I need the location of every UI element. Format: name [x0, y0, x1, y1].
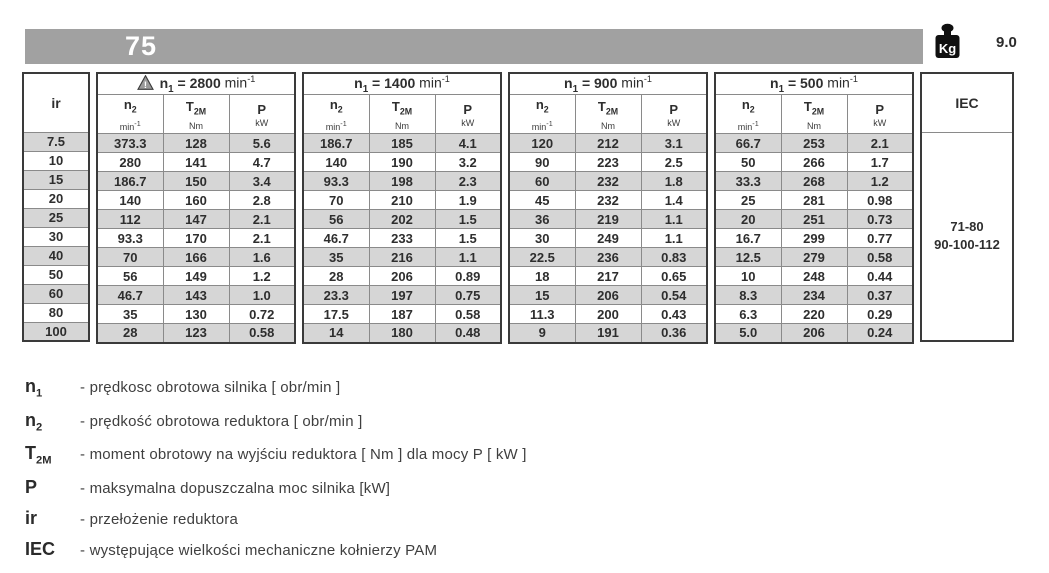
value-cell: 0.44: [847, 267, 913, 286]
value-cell: 232: [575, 191, 641, 210]
legend-symbol: IEC: [25, 538, 56, 559]
value-cell: 140: [303, 153, 369, 172]
ir-value: 20: [23, 189, 89, 208]
speed-group-table-2800: [96, 72, 296, 344]
value-cell: 143: [163, 286, 229, 305]
value-cell: 0.48: [435, 324, 501, 343]
value-cell: 223: [575, 153, 641, 172]
value-cell: 1.4: [641, 191, 707, 210]
value-cell: 2.5: [641, 153, 707, 172]
value-cell: 18: [509, 267, 575, 286]
value-cell: 170: [163, 229, 229, 248]
value-cell: 210: [369, 191, 435, 210]
value-cell: 0.77: [847, 229, 913, 248]
spec-table: [22, 72, 1014, 344]
column-header: $T_{2M}$ Nm: [369, 95, 435, 134]
value-cell: 66.7: [715, 134, 781, 153]
value-cell: 249: [575, 229, 641, 248]
kg-weight-icon: [933, 23, 962, 62]
value-cell: 2.3: [435, 172, 501, 191]
value-cell: 93.3: [97, 229, 163, 248]
weight-indicator: [933, 23, 1017, 62]
value-cell: 299: [781, 229, 847, 248]
value-cell: 373.3: [97, 134, 163, 153]
ir-value: 40: [23, 246, 89, 265]
value-cell: 233: [369, 229, 435, 248]
table-row: [303, 305, 501, 324]
table-row: [303, 267, 501, 286]
table-row: [715, 172, 913, 191]
table-row: [97, 305, 295, 324]
value-cell: 22.5: [509, 248, 575, 267]
column-header: P kW: [847, 95, 913, 134]
table-row: [97, 286, 295, 305]
ir-value: 50: [23, 265, 89, 284]
value-cell: 206: [781, 324, 847, 343]
value-cell: 0.65: [641, 267, 707, 286]
table-row: [715, 210, 913, 229]
ir-value: 80: [23, 303, 89, 322]
legend-symbol: $n_2$: [25, 409, 43, 434]
legend-text: - maksymalna dopuszczalna moc silnika [kW]: [80, 479, 391, 497]
value-cell: 216: [369, 248, 435, 267]
value-cell: 1.0: [229, 286, 295, 305]
table-row: [715, 191, 913, 210]
table-row: [23, 265, 89, 284]
table-row: [23, 303, 89, 322]
group-header: $n_1 = 900$ $\min^{-1}$: [509, 73, 707, 95]
value-cell: 0.75: [435, 286, 501, 305]
value-cell: 5.0: [715, 324, 781, 343]
legend-text: - prędkość obrotowa reduktora [ obr/min ]: [80, 412, 363, 430]
value-cell: 60: [509, 172, 575, 191]
legend-symbol: $n_1$: [25, 376, 43, 400]
value-cell: 268: [781, 172, 847, 191]
value-cell: 28: [97, 324, 163, 343]
table-row: [715, 153, 913, 172]
value-cell: 1.6: [229, 248, 295, 267]
value-cell: 1.1: [435, 248, 501, 267]
column-header: $T_{2M}$ Nm: [781, 95, 847, 134]
table-row: [303, 153, 501, 172]
value-cell: 191: [575, 324, 641, 343]
value-cell: 206: [369, 267, 435, 286]
legend-row: [25, 410, 527, 434]
value-cell: 0.24: [847, 324, 913, 343]
value-cell: 206: [575, 286, 641, 305]
ir-value: 7.5: [23, 132, 89, 151]
legend-row: [25, 376, 527, 400]
column-header: $T_{2M}$ Nm: [575, 95, 641, 134]
value-cell: 279: [781, 248, 847, 267]
value-cell: 0.72: [229, 305, 295, 324]
value-cell: 200: [575, 305, 641, 324]
value-cell: 0.98: [847, 191, 913, 210]
value-cell: 0.83: [641, 248, 707, 267]
legend-symbol: P: [25, 476, 38, 497]
table-row: [97, 324, 295, 343]
value-cell: 33.3: [715, 172, 781, 191]
group-header: ! $n_1 = 2800$ $\min^{-1}$: [97, 73, 295, 95]
legend-row: [25, 508, 527, 529]
table-row: [303, 229, 501, 248]
table-row: [23, 170, 89, 189]
table-row: [509, 324, 707, 343]
value-cell: 56: [97, 267, 163, 286]
column-header: P kW: [229, 95, 295, 134]
group-header: $n_1 = 1400$ $\min^{-1}$: [303, 73, 501, 95]
table-row: [715, 305, 913, 324]
value-cell: 0.37: [847, 286, 913, 305]
value-cell: 16.7: [715, 229, 781, 248]
value-cell: 3.2: [435, 153, 501, 172]
value-cell: 186.7: [97, 172, 163, 191]
table-row: [97, 172, 295, 191]
value-cell: 12.5: [715, 248, 781, 267]
ir-value: 100: [23, 322, 89, 341]
value-cell: 1.1: [641, 229, 707, 248]
value-cell: 46.7: [97, 286, 163, 305]
value-cell: 232: [575, 172, 641, 191]
value-cell: 2.1: [847, 134, 913, 153]
table-row: [23, 284, 89, 303]
table-row: [303, 191, 501, 210]
table-row: [509, 172, 707, 191]
legend-row: [25, 443, 527, 467]
value-cell: 93.3: [303, 172, 369, 191]
value-cell: 28: [303, 267, 369, 286]
table-row: [97, 267, 295, 286]
value-cell: 220: [781, 305, 847, 324]
value-cell: 36: [509, 210, 575, 229]
column-header: P kW: [641, 95, 707, 134]
column-header: $n_2$ $\min^{-1}$: [97, 95, 163, 134]
value-cell: 251: [781, 210, 847, 229]
value-cell: 15: [509, 286, 575, 305]
value-cell: 35: [303, 248, 369, 267]
value-cell: 123: [163, 324, 229, 343]
value-cell: 23.3: [303, 286, 369, 305]
value-cell: 234: [781, 286, 847, 305]
value-cell: 190: [369, 153, 435, 172]
table-row: [715, 134, 913, 153]
value-cell: 50: [715, 153, 781, 172]
value-cell: 281: [781, 191, 847, 210]
table-row: [23, 246, 89, 265]
kg-label: Kg: [938, 41, 957, 56]
value-cell: 2.1: [229, 229, 295, 248]
value-cell: 0.43: [641, 305, 707, 324]
table-row: [23, 151, 89, 170]
value-cell: 202: [369, 210, 435, 229]
table-row: [97, 153, 295, 172]
column-header: P kW: [435, 95, 501, 134]
value-cell: 10: [715, 267, 781, 286]
value-cell: 236: [575, 248, 641, 267]
legend-text: - występujące wielkości mechaniczne kołnierzy PAM: [80, 541, 438, 559]
value-cell: 1.2: [229, 267, 295, 286]
value-cell: 248: [781, 267, 847, 286]
ir-value: 60: [23, 284, 89, 303]
value-cell: 3.4: [229, 172, 295, 191]
value-cell: 0.29: [847, 305, 913, 324]
ir-value: 10: [23, 151, 89, 170]
value-cell: 1.5: [435, 229, 501, 248]
value-cell: 4.1: [435, 134, 501, 153]
value-cell: 20: [715, 210, 781, 229]
value-cell: 35: [97, 305, 163, 324]
column-header: $T_{2M}$ Nm: [163, 95, 229, 134]
iec-header: IEC: [921, 73, 1013, 132]
model-header-bar: [25, 29, 923, 64]
value-cell: 1.1: [641, 210, 707, 229]
table-row: [97, 191, 295, 210]
value-cell: 0.73: [847, 210, 913, 229]
value-cell: 198: [369, 172, 435, 191]
value-cell: 212: [575, 134, 641, 153]
table-row: [715, 229, 913, 248]
table-row: [303, 172, 501, 191]
value-cell: 266: [781, 153, 847, 172]
table-row: [23, 208, 89, 227]
value-cell: 180: [369, 324, 435, 343]
table-row: [509, 286, 707, 305]
ir-header: ir: [23, 73, 89, 132]
ir-value: 30: [23, 227, 89, 246]
value-cell: 1.2: [847, 172, 913, 191]
table-row: [303, 248, 501, 267]
value-cell: 187: [369, 305, 435, 324]
value-cell: 9: [509, 324, 575, 343]
legend-row: [25, 477, 527, 498]
table-row: [97, 229, 295, 248]
table-row: [715, 324, 913, 343]
value-cell: 1.7: [847, 153, 913, 172]
legend-text: - moment obrotowy na wyjściu reduktora [ Nm ] dla mocy P [ kW ]: [80, 446, 527, 464]
table-row: [303, 134, 501, 153]
legend-text: - prędkosc obrotowa silnika [ obr/min ]: [80, 379, 341, 396]
iec-value: 71-80 90-100-112: [921, 132, 1013, 341]
table-row: [509, 153, 707, 172]
table-row: [715, 286, 913, 305]
table-row: [509, 305, 707, 324]
value-cell: 219: [575, 210, 641, 229]
value-cell: 70: [97, 248, 163, 267]
value-cell: 186.7: [303, 134, 369, 153]
value-cell: 128: [163, 134, 229, 153]
value-cell: 14: [303, 324, 369, 343]
value-cell: 1.5: [435, 210, 501, 229]
value-cell: 149: [163, 267, 229, 286]
value-cell: 166: [163, 248, 229, 267]
value-cell: 11.3: [509, 305, 575, 324]
value-cell: 30: [509, 229, 575, 248]
value-cell: 5.6: [229, 134, 295, 153]
table-row: [303, 324, 501, 343]
column-header: $n_2$ $\min^{-1}$: [303, 95, 369, 134]
value-cell: 56: [303, 210, 369, 229]
value-cell: 45: [509, 191, 575, 210]
speed-group-table-500: [714, 72, 914, 344]
value-cell: 120: [509, 134, 575, 153]
table-row: [715, 267, 913, 286]
value-cell: 25: [715, 191, 781, 210]
column-header: $n_2$ $\min^{-1}$: [715, 95, 781, 134]
table-row: [303, 210, 501, 229]
value-cell: 147: [163, 210, 229, 229]
value-cell: 3.1: [641, 134, 707, 153]
table-row: [509, 248, 707, 267]
value-cell: 0.89: [435, 267, 501, 286]
value-cell: 280: [97, 153, 163, 172]
table-row: [97, 248, 295, 267]
group-header: $n_1 = 500$ $\min^{-1}$: [715, 73, 913, 95]
value-cell: 112: [97, 210, 163, 229]
value-cell: 0.58: [435, 305, 501, 324]
value-cell: 217: [575, 267, 641, 286]
warning-icon: [137, 75, 154, 90]
value-cell: 0.58: [229, 324, 295, 343]
value-cell: 46.7: [303, 229, 369, 248]
legend-text: - przełożenie reduktora: [80, 510, 239, 528]
speed-group-table-1400: [302, 72, 502, 344]
value-cell: 0.54: [641, 286, 707, 305]
value-cell: 185: [369, 134, 435, 153]
table-row: [23, 189, 89, 208]
table-row: [303, 286, 501, 305]
value-cell: 253: [781, 134, 847, 153]
value-cell: 1.8: [641, 172, 707, 191]
table-row: [23, 132, 89, 151]
table-row: [509, 210, 707, 229]
model-number: 75: [125, 31, 158, 61]
value-cell: 17.5: [303, 305, 369, 324]
value-cell: 70: [303, 191, 369, 210]
table-row: [97, 210, 295, 229]
value-cell: 2.8: [229, 191, 295, 210]
table-row: [509, 134, 707, 153]
value-cell: 130: [163, 305, 229, 324]
legend: [25, 376, 527, 570]
value-cell: 141: [163, 153, 229, 172]
value-cell: 160: [163, 191, 229, 210]
ir-column-table: [22, 72, 90, 342]
column-header: $n_2$ $\min^{-1}$: [509, 95, 575, 134]
iec-column-table: [920, 72, 1014, 342]
legend-row: [25, 539, 527, 560]
table-row: [23, 322, 89, 341]
value-cell: 90: [509, 153, 575, 172]
table-row: [23, 227, 89, 246]
value-cell: 150: [163, 172, 229, 191]
ir-value: 25: [23, 208, 89, 227]
value-cell: 2.1: [229, 210, 295, 229]
legend-symbol: $T_{2M}$: [25, 443, 52, 467]
table-row: [509, 267, 707, 286]
value-cell: 0.58: [847, 248, 913, 267]
weight-value: 9.0: [996, 34, 1017, 51]
value-cell: 140: [97, 191, 163, 210]
legend-symbol: ir: [25, 507, 38, 528]
svg-text:!: !: [143, 79, 147, 90]
value-cell: 6.3: [715, 305, 781, 324]
value-cell: 8.3: [715, 286, 781, 305]
table-row: [509, 191, 707, 210]
table-row: [97, 134, 295, 153]
value-cell: 1.9: [435, 191, 501, 210]
ir-value: 15: [23, 170, 89, 189]
table-row: [509, 229, 707, 248]
value-cell: 0.36: [641, 324, 707, 343]
table-row: [715, 248, 913, 267]
speed-group-table-900: [508, 72, 708, 344]
value-cell: 197: [369, 286, 435, 305]
value-cell: 4.7: [229, 153, 295, 172]
